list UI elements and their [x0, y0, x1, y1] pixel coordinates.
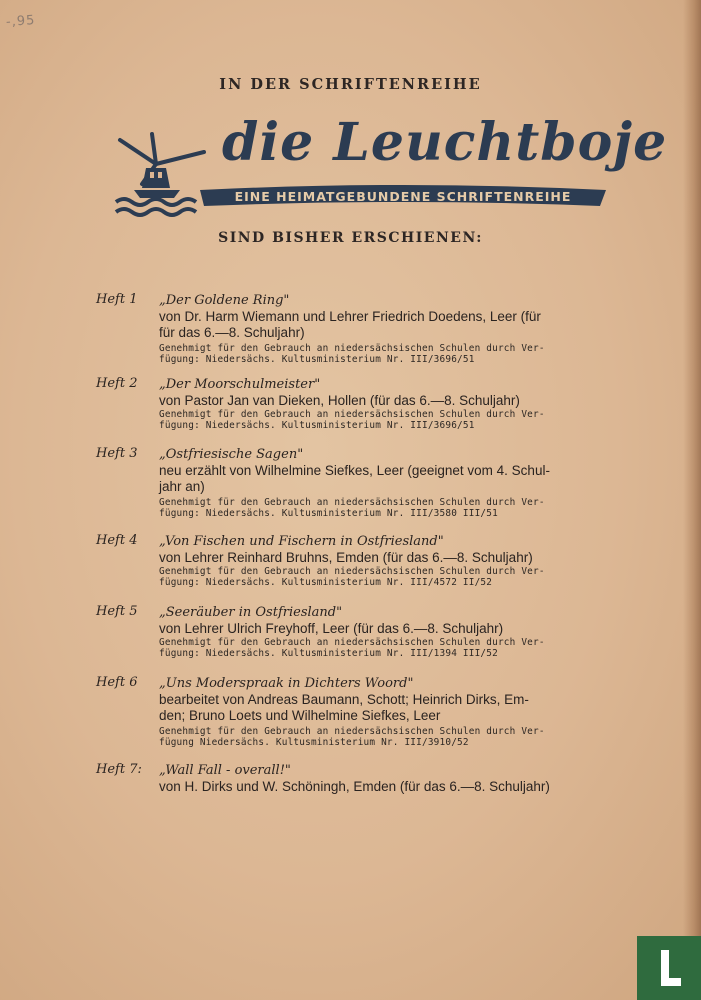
- entry-author-line: von H. Dirks und W. Schöningh, Emden (für das 6.—8. Schuljahr): [159, 779, 550, 794]
- entry-title: „Ostfriesische Sagen": [159, 447, 304, 462]
- entry-approval-line: fügung: Niedersächs. Kultusministerium Nr. III/3696/51: [159, 420, 475, 431]
- heft-number: Heft 6: [96, 675, 138, 690]
- entry-approval-line: fügung Niedersächs. Kultusministerium Nr. III/3910/52: [159, 737, 469, 748]
- entry-author-line: neu erzählt von Wilhelmine Siefkes, Leer (geeignet vom 4. Schul-: [159, 463, 550, 478]
- entry-approval-line: Genehmigt für den Gebrauch an niedersächsischen Schulen durch Ver-: [159, 497, 545, 508]
- entry-approval-line: Genehmigt für den Gebrauch an niedersächsischen Schulen durch Ver-: [159, 726, 545, 737]
- entry-title: „Wall Fall - overall!": [159, 763, 291, 778]
- entry-title: „Seeräuber in Ostfriesland": [159, 605, 343, 620]
- heft-number: Heft 2: [96, 376, 138, 391]
- pencil-note: -,95: [5, 12, 36, 31]
- entry-author-line: den; Bruno Loets und Wilhelmine Siefkes, Leer: [159, 708, 441, 723]
- entry-approval-line: Genehmigt für den Gebrauch an niedersächsischen Schulen durch Ver-: [159, 637, 545, 648]
- published-heading: SIND BISHER ERSCHIENEN:: [218, 230, 483, 246]
- windmill-logo-icon: [112, 126, 208, 222]
- entry-title: „Von Fischen und Fischern in Ostfriesland": [159, 534, 444, 549]
- heft-number: Heft 7:: [96, 762, 142, 777]
- entry-approval-line: fügung: Niedersächs. Kultusministerium Nr. III/3580 III/51: [159, 508, 498, 519]
- entry-author-line: von Pastor Jan van Dieken, Hollen (für das 6.—8. Schuljahr): [159, 393, 520, 408]
- heft-number: Heft 4: [96, 533, 138, 548]
- entry-title: „Uns Moderspraak in Dichters Woord": [159, 676, 414, 691]
- heft-number: Heft 3: [96, 446, 138, 461]
- entry-approval-line: fügung: Niedersächs. Kultusministerium Nr. III/1394 III/52: [159, 648, 498, 659]
- entry-author-line: jahr an): [159, 479, 205, 494]
- entry-author-line: von Lehrer Ulrich Freyhoff, Leer (für das 6.—8. Schuljahr): [159, 621, 504, 636]
- entry-author-line: bearbeitet von Andreas Baumann, Schott; Heinrich Dirks, Em-: [159, 692, 529, 707]
- entry-approval-line: Genehmigt für den Gebrauch an niedersächsischen Schulen durch Ver-: [159, 409, 545, 420]
- corner-badge-icon: [637, 936, 701, 1000]
- heft-number: Heft 1: [96, 292, 138, 307]
- series-intro: IN DER SCHRIFTENREIHE: [219, 76, 482, 93]
- series-logo-subtitle: EINE HEIMATGEBUNDENE SCHRIFTENREIHE: [234, 189, 572, 204]
- entry-title: „Der Moorschulmeister": [159, 377, 321, 392]
- entry-approval-line: fügung: Niedersächs. Kultusministerium Nr. III/3696/51: [159, 354, 475, 365]
- heft-number: Heft 5: [96, 604, 138, 619]
- entry-title: „Der Goldene Ring": [159, 293, 290, 308]
- series-logo-banner: [198, 184, 608, 210]
- page-edge-shadow: [683, 0, 701, 1000]
- entry-approval-line: Genehmigt für den Gebrauch an niedersächsischen Schulen durch Ver-: [159, 343, 545, 354]
- entry-approval-line: Genehmigt für den Gebrauch an niedersächsischen Schulen durch Ver-: [159, 566, 545, 577]
- entry-author-line: von Dr. Harm Wiemann und Lehrer Friedrich Doedens, Leer (für: [159, 309, 541, 324]
- entry-author-line: für das 6.—8. Schuljahr): [159, 325, 305, 340]
- entry-approval-line: fügung: Niedersächs. Kultusministerium Nr. III/4572 II/52: [159, 577, 493, 588]
- entry-author-line: von Lehrer Reinhard Bruhns, Emden (für das 6.—8. Schuljahr): [159, 550, 533, 565]
- series-logo-title: die Leuchtboje: [222, 112, 668, 173]
